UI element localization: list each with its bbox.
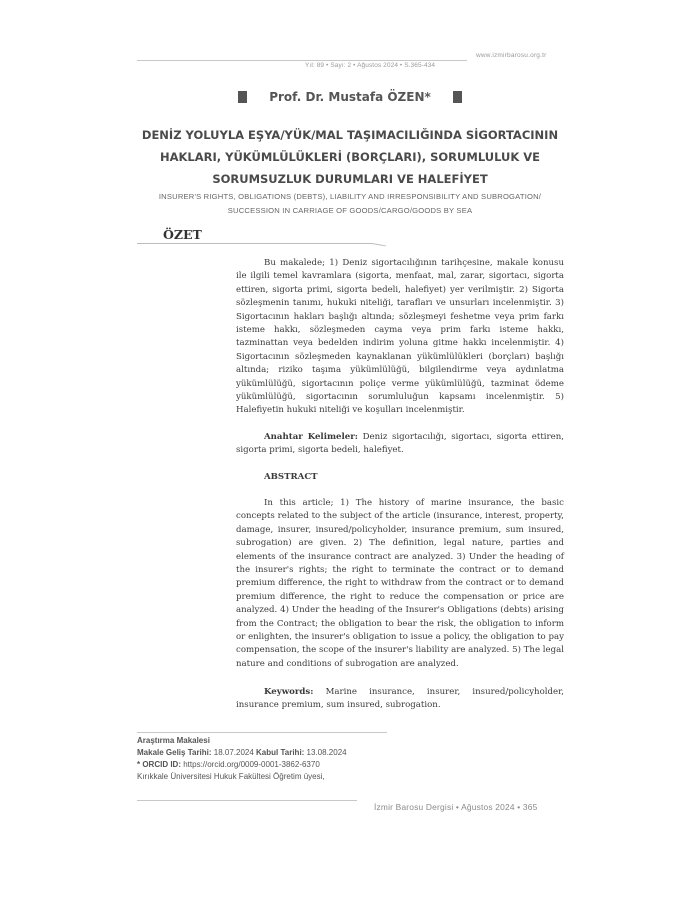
orcid-label: * ORCID ID:: [137, 760, 181, 769]
square-icon: [238, 91, 247, 103]
author-row: [0, 88, 700, 106]
article-type-label: Araştırma Makalesi: [137, 736, 210, 745]
article-dates: [137, 747, 347, 759]
received-label: Makale Geliş Tarihi:: [137, 748, 212, 757]
orcid-link[interactable]: https://orcid.org/0009-0001-3862-6370: [181, 760, 320, 769]
affiliation: Kırıkkale Üniversitesi Hukuk Fakültesi Öğretim üyesi,: [137, 772, 325, 781]
subtitle-line: SUCCESSION IN CARRIAGE OF GOODS/CARGO/GOODS BY SEA: [227, 206, 473, 215]
meta-rule: [137, 732, 387, 733]
author-name: Prof. Dr. Mustafa ÖZEN*: [269, 89, 431, 104]
footer-rule: [137, 800, 357, 801]
turkish-keywords-text: Deniz sigortacılığı, sigortacı, sigorta ettiren, sigorta primi, sigorta bedeli, halefiyet.: [236, 432, 564, 456]
turkish-keywords-label: Anahtar Kelimeler:: [264, 432, 358, 442]
title-line: SORUMSUZLUK DURUMLARI VE HALEFİYET: [212, 172, 488, 186]
article-title: [120, 124, 580, 190]
turkish-keywords: [236, 431, 564, 458]
issue-info: Yıl: 89 • Sayı: 2 • Ağustos 2024 • S.365-434: [305, 62, 436, 69]
ozet-rule: [137, 243, 372, 244]
subtitle-line: INSURER'S RIGHTS, OBLIGATIONS (DEBTS), LIABILITY AND IRRESPONSIBILITY AND SUBROGATION/: [158, 192, 542, 201]
accepted-date: 13.08.2024: [304, 748, 347, 757]
english-keywords: [236, 686, 564, 713]
english-keywords-label: Keywords:: [264, 687, 314, 697]
journal-url[interactable]: www.izmirbarosu.org.tr: [476, 52, 547, 59]
abstract-heading: ABSTRACT: [264, 472, 318, 482]
accepted-label: Kabul Tarihi:: [256, 748, 305, 757]
square-icon: [453, 91, 462, 103]
article-type: [137, 735, 210, 747]
article-subtitle: [128, 190, 572, 218]
received-date: 18.07.2024: [211, 748, 257, 757]
title-line: DENİZ YOLUYLA EŞYA/YÜK/MAL TAŞIMACILIĞINDA SİGORTACININ: [141, 128, 559, 142]
ozet-rule-tail: [372, 243, 386, 246]
english-keywords-text: Marine insurance, insurer, insured/policyholder, insurance premium, sum insured, subrogation.: [236, 687, 564, 711]
ozet-paragraph: Bu makalede; 1) Deniz sigortacılığının tarihçesine, makale konusu ile ilgili temel kavramlara (sigorta, menfaat, mal, zarar, sigortacı, sigorta ettiren, sigorta primi, sigorta bedeli, halefiyet) yer verilmiştir. 2) Sigorta sözleşmenin tanımı, hukuki niteliği, tarafları ve unsurları incelenmiştir. 3) Sigortacının hakları başlığı altında; sözleşmeyi feshetme veya prim farkı isteme hakkı, sözleşmeden cayma veya prim farkı isteme hakkı, tazminattan veya bedelden indirim yoluna gitme hakkı incelenmiştir. 4) Sigortacının sözleşmeden kaynaklanan yükümlülükleri (borçları) başlığı altında; riziko taşıma yükümlülüğü, bilgilendirme veya aydınlatma yükümlülüğü, sigortacının poliçe verme yükümlülüğü, tazminat ödeme yükümlülüğü, sigortacının sorumluluğun kapsamı incelenmiştir. 5) Halefiyetin hukuki niteliği ve koşulları incelenmiştir.: [236, 258, 564, 416]
orcid: [137, 759, 320, 771]
abstract-paragraph: In this article; 1) The history of marine insurance, the basic concepts related to the subject of the article (insurance, interest, property, damage, insurer, insured/policyholder, insurance premium, sum insured, subrogation) are given. 2) The definition, legal nature, parties and elements of the insurance contract are analyzed. 3) Under the heading of the insurer's rights; the right to terminate the contract or to demand premium difference, the right to withdraw from the contract or to demand premium difference, the right to reduce the compensation or price are analyzed. 4) Under the heading of the Insurer's Obligations (debts) arising from the Contract; the obligation to bear the risk, the obligation to inform or enlighten, the insurer's obligation to issue a policy, the obligation to pay compensation, the scope of the insurer's liability are analyzed. 5) The legal nature and conditions of subrogation are analyzed.: [236, 498, 564, 669]
header-rule: [137, 60, 467, 61]
title-line: HAKLARI, YÜKÜMLÜLÜKLERİ (BORÇLARI), SORUMLULUK VE: [159, 150, 541, 164]
page-footer: İzmir Barosu Dergisi • Ağustos 2024 • 365: [374, 802, 538, 812]
ozet-heading: ÖZET: [163, 227, 202, 242]
